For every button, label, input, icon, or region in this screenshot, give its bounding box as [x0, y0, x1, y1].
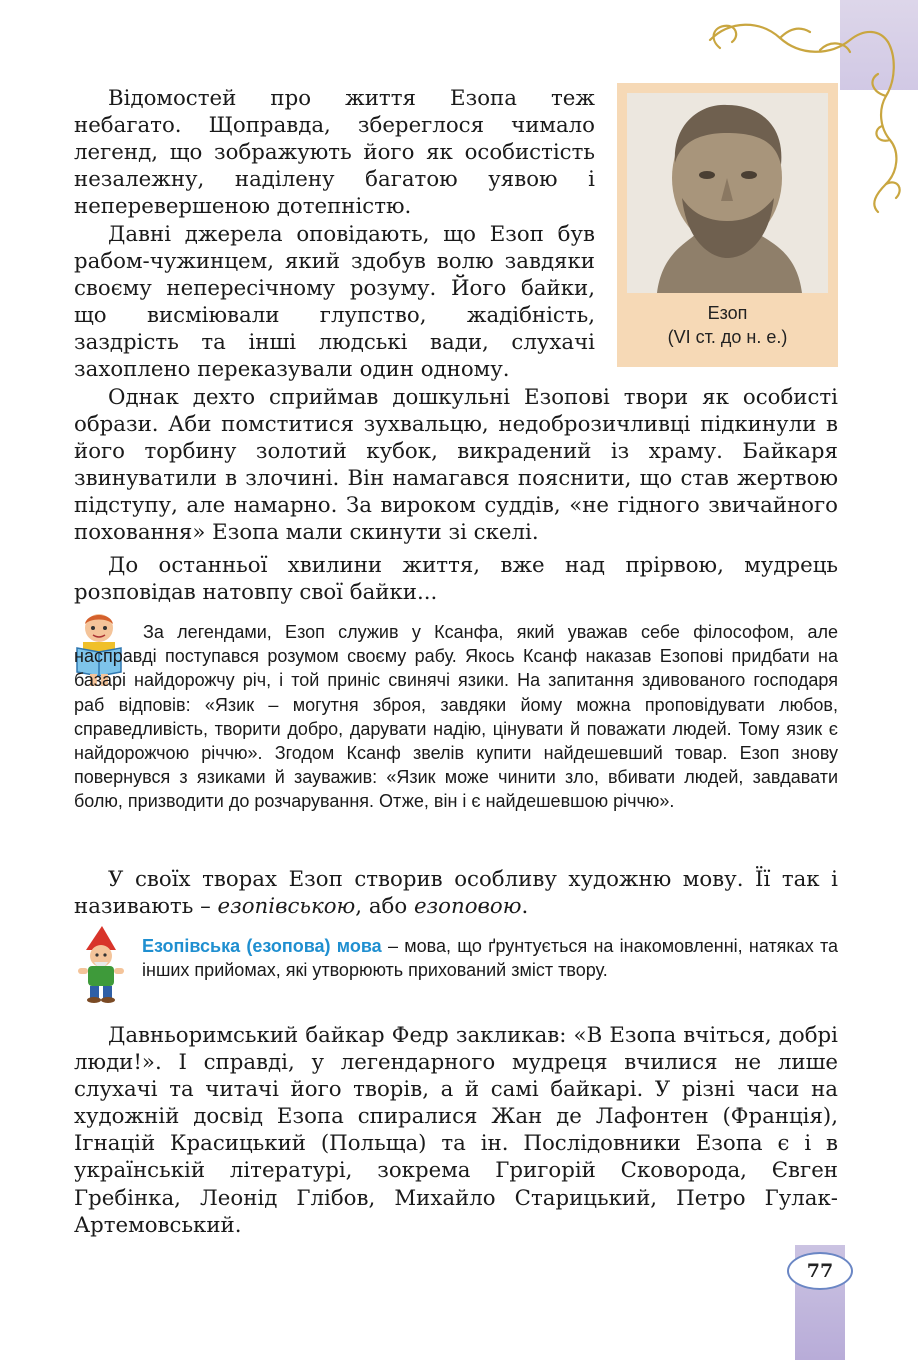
definition-text [142, 934, 838, 982]
portrait-card [617, 83, 838, 367]
p5-italic-2: езоповою [413, 894, 522, 920]
paragraph-3: Однак дехто сприймав дошкульні Езопові твори як особисті образи. Аби помститися зухвальцю, недоброзичливці підкинули в його торбину золотий кубок, викрадений із храму. Байкаря звинуватили в злочині. Він намагався пояснити, що став жертвою підступу, але намарно. За вироком суддів, «не гідного звичайного поховання» Езопа мали скинути зі скелі. [74, 385, 838, 546]
p5-text-end: . [521, 894, 529, 920]
paragraph-1: Відомостей про життя Езопа теж небагато. Щоправда, збереглося чимало легенд, що зображують його як особистість незалежну, наділену багатою уявою і неперевершеною дотепністю. [74, 86, 595, 220]
paragraph-5 [74, 866, 838, 920]
aesop-bust-image [627, 93, 828, 293]
p5-text-start: У своїх творах Езоп створив особливу художню мову. Її так і називають – [74, 867, 838, 920]
caption-date: (VI ст. до н. е.) [667, 327, 788, 347]
definition-term: Езопівська (езопова) мова [142, 936, 382, 956]
caption-name: Езоп [707, 303, 748, 323]
definition-body: – мова, що ґрунтується на інакомовленні, натяках та інших прийомах, які утворюють прихований зміст твору. [142, 936, 839, 981]
paragraph-6: Давньоримський байкар Федр закликав: «В Езопа вчіться, добрі люди!». І справді, у легендарного мудреця вчилися не лише слухачі та читачі його творів, а й самі байкарі. У різні часи на художній досвід Езопа спиралися Жан де Лафонтен (Франція), Ігнацій Красицький (Польща) та ін. Послідовники Езопа є і в українській літературі, зокрема Григорій Сковорода, Євген Гребінка, Леонід Глібов, Михайло Старицький, Петро Гулак-Артемовський. [74, 1023, 838, 1238]
p5-text-mid: , або [355, 894, 414, 920]
bust-portrait-icon [627, 93, 828, 293]
paragraph-4: До останньої хвилини життя, вже над прірвою, мудрець розповідав натовпу свої байки... [74, 553, 838, 606]
legend-text: За легендами, Езоп служив у Ксанфа, який уважав себе філософом, але насправді поступався розумом своєму рабу. Якось Ксанф наказав Езопові придбати на базарі найдорожчу річ, і той приніс свинячі язики. На запитання здивованого господаря раб відповів: «Язик – могутня зброя, завдяки йому можна проповідувати любов, справедливість, творити добро, дарувати надію, цінувати й поважати людей. Тому язик є найдорожчою річчю». Згодом Ксанф звелів купити найдешевший товар. Езоп знову повернувся з язиками й зауважив: «Язик може чинити зло, вбивати людей, завдавати болю, призводити до розчарування. Отже, він і є найдешевшою річчю». [74, 622, 838, 812]
paragraph-2: Давні джерела оповідають, що Езоп був рабом-чужинцем, який здобув волю завдяки своєму непересічному розуму. Його байки, що висміювали глупство, жадібність, заздрість та інші людські вади, слухачі захоплено переказували один одному. [74, 222, 595, 383]
p5-italic-1: езопівською [217, 894, 356, 920]
gnome-icon [72, 924, 130, 1004]
portrait-caption [617, 301, 838, 349]
page-number: 77 [787, 1252, 853, 1290]
